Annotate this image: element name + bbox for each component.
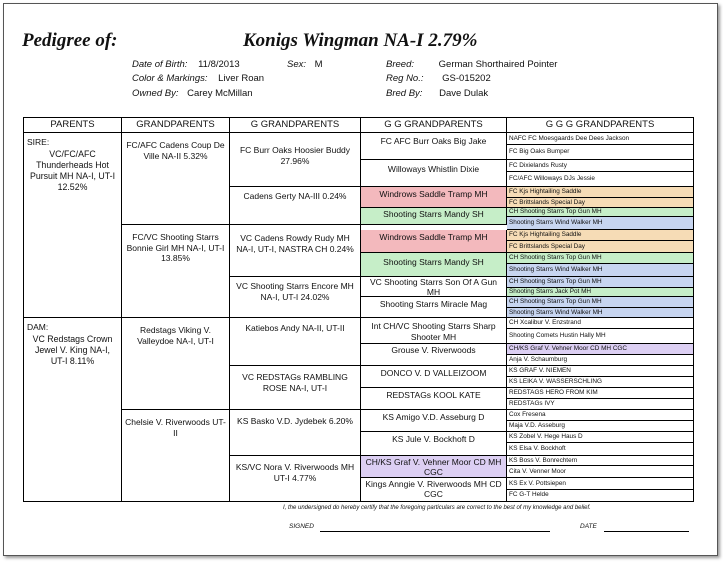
- ggg-grandparent-7: CH Shooting Starrs Top Gun MH: [507, 208, 693, 217]
- date-label: DATE: [580, 523, 597, 530]
- ggg-grandparent-20: Anja V. Schaumburg: [507, 355, 693, 366]
- g-grandparent-4: VC Shooting Starrs Encore MH NA-I, UT-I 24.02%: [230, 277, 361, 318]
- dob-row: [132, 59, 240, 70]
- bred-row: [386, 88, 488, 99]
- pedigree-of-label: Pedigree of:: [22, 30, 118, 51]
- sire-label: SIRE:: [27, 137, 50, 147]
- ggg-grandparent-13: CH Shooting Starrs Top Gun MH: [507, 277, 693, 288]
- dog-name-title: Konigs Wingman NA-I 2.79%: [243, 30, 478, 51]
- g-grandparent-2: Cadens Gerty NA-III 0.24%: [230, 187, 361, 225]
- color-label: Color & Markings:: [132, 73, 208, 84]
- col-header-grandparents: GRANDPARENTS: [122, 118, 230, 133]
- ggg-grandparent-1: NAFC FC Moesgaards Dee Dees Jackson: [507, 133, 693, 145]
- ggg-grandparent-9: FC Kjs Hightailing Saddle: [507, 230, 693, 241]
- reg-row: [386, 73, 491, 84]
- dam-label: DAM:: [27, 322, 49, 332]
- ggg-grandparent-32: FC G-T Helde: [509, 491, 549, 498]
- dam-name: VC Redstags Crown Jewel V. King NA-I, UT-I 8.11%: [32, 333, 113, 366]
- col-header-parents: PARENTS: [24, 118, 122, 133]
- g-grandparent-7: KS Basko V.D. Jydebek 6.20%: [230, 410, 361, 456]
- reg-label: Reg No.:: [386, 73, 424, 84]
- ggg-grandparent-19: CH/KS Graf V. Vehner Moor CD MH CGC: [507, 344, 693, 355]
- color-value: Liver Roan: [218, 73, 265, 84]
- pedigree-table: [23, 117, 694, 502]
- signature-line: [320, 531, 550, 532]
- ggg-grandparent-10: FC Brittslands Special Day: [507, 241, 693, 253]
- col-header-ggg-grandparents: G G G GRANDPARENTS: [507, 118, 693, 133]
- ggg-grandparent-21: KS GRAF V. NIEMEN: [507, 366, 693, 377]
- gg-grandparent-7: VC Shooting Starrs Son Of A Gun MH: [361, 277, 507, 297]
- grandparent-1: FC/AFC Cadens Coup De Ville NA-II 5.32%: [122, 133, 230, 225]
- ggg-grandparent-2: FC Big Oaks Bumper: [507, 145, 693, 160]
- sire-cell: [24, 133, 122, 318]
- ggg-grandparent-30: Cita V. Venner Moor: [507, 466, 693, 478]
- g-grandparent-3: VC Cadens Rowdy Rudy MH NA-I, UT-I, NASTRA CH 0.24%: [230, 225, 361, 277]
- ggg-grandparent-14: Shooting Starrs Jack Pot MH: [507, 288, 693, 297]
- dam-cell: [24, 318, 122, 501]
- sex-label: Sex:: [287, 59, 307, 70]
- ggg-grandparent-23: REDSTAGS HERO FROM KIM: [507, 388, 693, 399]
- ggg-grandparent-5: FC Kjs Hightailing Saddle: [507, 187, 693, 198]
- color-row: [132, 73, 264, 84]
- gg-grandparent-2: Willoways Whistlin Dixie: [361, 160, 507, 187]
- grandparent-2: FC/VC Shooting Starrs Bonnie Girl MH NA-I, UT-I 13.85%: [122, 225, 230, 318]
- ggg-grandparent-22: KS LEIKA V. WASSERSCHLING: [507, 377, 693, 388]
- dob-value: 11/8/2013: [198, 59, 240, 70]
- ggg-grandparent-8: Shooting Starrs Wind Walker MH: [507, 217, 693, 230]
- sex-row: [287, 59, 323, 70]
- g-grandparent-8: KS/VC Nora V. Riverwoods MH UT-I 4.77%: [230, 456, 361, 501]
- ggg-grandparent-28: KS Elsa V. Bockhoft: [507, 443, 693, 456]
- sire-name: VC/FC/AFC Thunderheads Hot Pursuit MH NA-I, UT-I 12.52%: [29, 148, 116, 192]
- ggg-grandparent-15: CH Shooting Starrs Top Gun MH: [507, 297, 693, 308]
- ggg-grandparent-27: KS Zobel V. Hege Haus D: [507, 432, 693, 443]
- ggg-grandparent-3: FC Dixielands Rusty: [507, 160, 693, 172]
- gg-grandparent-4: Shooting Starrs Mandy SH: [361, 208, 507, 225]
- breed-row: [386, 59, 557, 70]
- ggg-grandparent-18: Shooting Comets Hustin Hally MH: [507, 329, 693, 344]
- ggg-grandparent-12: Shooting Starrs Wind Walker MH: [507, 264, 693, 277]
- grandparent-3: Redstags Viking V. Valleydoe NA-I, UT-I: [122, 318, 230, 410]
- date-line: [604, 531, 689, 532]
- grandparent-4: Chelsie V. Riverwoods UT-II: [122, 410, 230, 501]
- gg-grandparent-6: Shooting Starrs Mandy SH: [361, 253, 507, 277]
- ggg-grandparent-29: KS Boss V. Bonrechtern: [507, 456, 693, 466]
- owned-label: Owned By:: [132, 88, 179, 99]
- ggg-grandparent-11: CH Shooting Starrs Top Gun MH: [507, 253, 693, 264]
- bred-value: Dave Dulak: [439, 88, 489, 99]
- col-header-g-grandparents: G GRANDPARENTS: [230, 118, 361, 133]
- g-grandparent-6: VC REDSTAGs RAMBLING ROSE NA-I, UT-I: [230, 366, 361, 410]
- gg-grandparent-10: Grouse V. Riverwoods: [361, 344, 507, 366]
- gg-grandparent-5: Windrows Saddle Tramp MH: [361, 230, 507, 253]
- ggg-grandparent-6: FC Brittslands Special Day: [507, 198, 693, 208]
- gg-grandparent-13: KS Amigo V.D. Asseburg D: [361, 410, 507, 432]
- gg-grandparent-9: Int CH/VC Shooting Starrs Sharp Shooter MH: [361, 318, 507, 344]
- g-grandparent-1: FC Burr Oaks Hoosier Buddy 27.96%: [230, 133, 361, 187]
- ggg-grandparent-26: Maja V.D. Asseburg: [507, 421, 693, 432]
- sex-value: M: [314, 59, 323, 70]
- reg-value: GS-015202: [442, 73, 491, 84]
- gg-grandparent-1: FC AFC Burr Oaks Big Jake: [361, 133, 507, 160]
- g-grandparent-5: Katiebos Andy NA-II, UT-II: [230, 318, 361, 366]
- gg-grandparent-12: REDSTAGs KOOL KATE: [361, 388, 507, 410]
- ggg-grandparent-25: Cox Fresena: [507, 410, 693, 421]
- breed-label: Breed:: [386, 59, 414, 70]
- dob-label: Date of Birth:: [132, 59, 188, 70]
- ggg-grandparent-16: Shooting Starrs Wind Walker MH: [507, 308, 693, 318]
- ggg-grandparent-4: FC/AFC Willoways DJs Jessie: [507, 172, 693, 187]
- gg-grandparent-8: Shooting Starrs Miracle Mag: [361, 297, 507, 318]
- ggg-grandparent-31: KS Ex V. Pottsiepen: [507, 478, 693, 490]
- gg-grandparent-15: CH/KS Graf V. Vehner Moor CD MH CGC: [361, 456, 507, 478]
- certification-text: I, the undersigned do hereby certify that the foregoing particulars are correct to the best of my knowledge and belief.: [283, 505, 591, 511]
- gg-grandparent-16: Kings Anngie V. Riverwoods MH CD CGC: [361, 478, 507, 501]
- owned-value: Carey McMillan: [187, 88, 253, 99]
- ggg-grandparent-24: REDSTAGs IVY: [507, 399, 693, 410]
- signed-label: SIGNED: [289, 523, 314, 530]
- owned-row: [132, 88, 253, 99]
- gg-grandparent-11: DONCO V. D VALLEIZOOM: [361, 366, 507, 388]
- gg-grandparent-3: Windrows Saddle Tramp MH: [361, 187, 507, 208]
- breed-value: German Shorthaired Pointer: [438, 59, 558, 70]
- ggg-grandparent-17: CH Xcalibur V. Enzstrand: [507, 318, 693, 329]
- gg-grandparent-14: KS Jule V. Bockhoft D: [361, 432, 507, 456]
- col-header-gg-grandparents: G G GRANDPARENTS: [361, 118, 507, 133]
- bred-label: Bred By:: [386, 88, 423, 99]
